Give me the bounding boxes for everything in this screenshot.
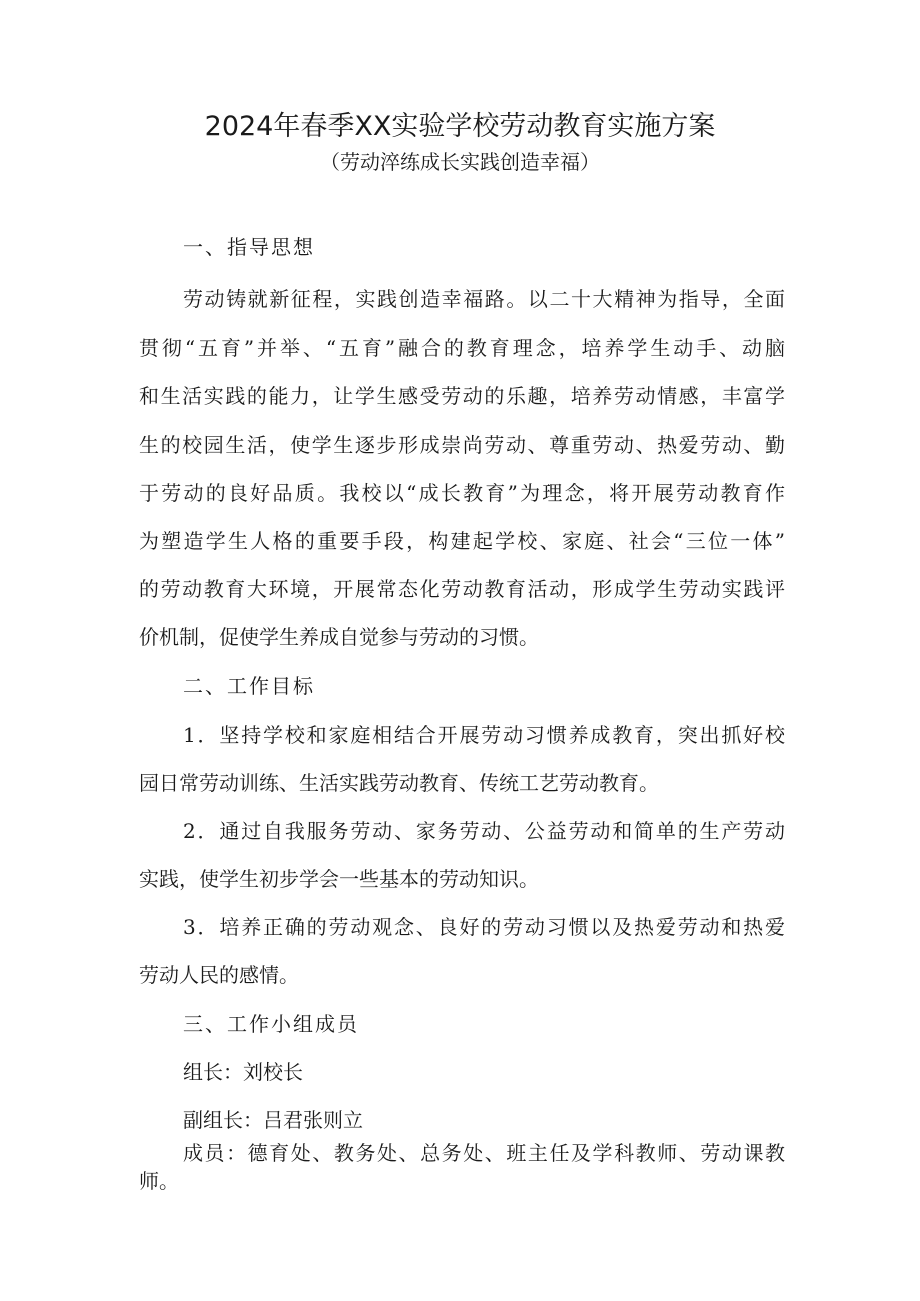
goal-item-2-line: 2．通过自我服务劳动、家务劳动、公益劳动和简单的生产劳动 [183,819,785,843]
paragraph-line: 生的校园生活，使学生逐步形成崇尚劳动、尊重劳动、热爱劳动、勤 [139,433,785,457]
group-members-line: 成员：德育处、教务处、总务处、班主任及学科教师、劳动课教 [183,1141,785,1165]
document-body [139,0,785,1301]
paragraph-line: 于劳动的良好品质。我校以“成长教育”为理念，将开展劳动教育作 [139,481,785,505]
goal-item-1-line: 园日常劳动训练、生活实践劳动教育、传统工艺劳动教育。 [139,771,659,795]
paragraph-line: 劳动铸就新征程，实践创造幸福路。以二十大精神为指导，全面 [183,287,785,311]
paragraph-line: 为塑造学生人格的重要手段，构建起学校、家庭、社会“三位一体” [139,529,785,553]
paragraph-line: 贯彻“五育”并举、“五育”融合的教育理念，培养学生动手、动脑 [139,336,785,360]
group-leader: 组长：刘校长 [183,1060,303,1084]
section-heading-work-goals: 二、工作目标 [183,674,315,698]
section-heading-work-group: 三、工作小组成员 [183,1012,359,1036]
goal-item-3-line: 3．培养正确的劳动观念、良好的劳动习惯以及热爱劳动和热爱 [183,915,785,939]
paragraph-line: 和生活实践的能力，让学生感受劳动的乐趣，培养劳动情感，丰富学 [139,384,785,408]
group-deputy-leader: 副组长：吕君张则立 [183,1108,363,1132]
goal-item-1-line: 1．坚持学校和家庭相结合开展劳动习惯养成教育，突出抓好校 [183,723,785,747]
document-subtitle: （劳动淬练成长实践创造幸福） [320,150,600,174]
section-heading-guiding-ideology: 一、指导思想 [183,235,315,259]
paragraph-line: 的劳动教育大环境，开展常态化劳动教育活动，形成学生劳动实践评 [139,577,785,601]
goal-item-3-line: 劳动人民的感情。 [139,963,299,987]
document-title: 2024年春季XX实验学校劳动教育实施方案 [204,111,716,142]
goal-item-2-line: 实践，使学生初步学会一些基本的劳动知识。 [139,867,539,891]
group-members-line: 师。 [139,1169,179,1193]
paragraph-line: 价机制，促使学生养成自觉参与劳动的习惯。 [139,625,539,649]
